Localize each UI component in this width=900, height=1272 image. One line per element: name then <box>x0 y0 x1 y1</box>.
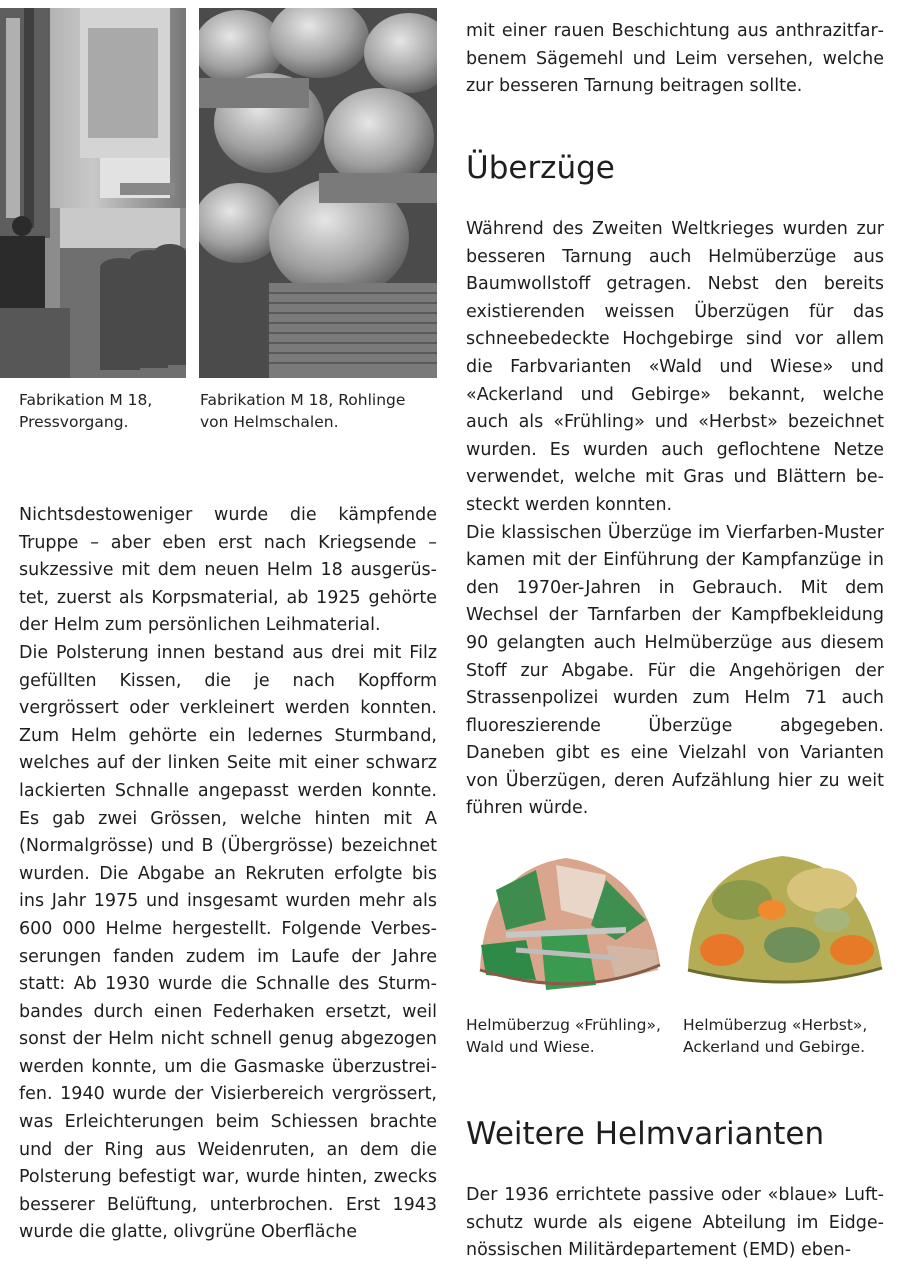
heading-ueberzuege: Überzüge <box>466 150 615 186</box>
left-paragraph-2: Die Polsterung innen bestand aus drei mit Filz gefüllten Kissen, die je nach Kopfform vergrössert oder verkleinert werden konnten. Zum Helm gehörte ein ledernes Sturmband, welches auf der linken Seite mit einer schwarz lackierten Schnalle angepasst werden konnte. Es gab zwei Grössen, welche hinten mit A (Normalgrösse) und B (Übergrösse) bezeichnet wurden. Die Abgabe an Rekruten erfolgte bis ins Jahr 1975 und insgesamt wurden mehr als 600 000 Helme hergestellt. Folgende Verbesserungen fanden zudem im Laufe der Jahre statt: Ab 1930 wurde die Schnalle des Sturmbandes durch einen Federhaken ersetzt, weil sonst der Helm nicht schnell genug abgezogen werden konnte, um die Gasmaske überzustreifen. 1940 wurde der Visierbereich vergrössert, was Erleichterungen beim Schiessen brachte und der Ring aus Weidenruten, an dem die Polsterung befestigt war, wurde hinten, zwecks besserer Belüftung, unterbrochen. Erst 1943 wurde die glatte, olivgrüne Oberfläche <box>19 642 437 1243</box>
left-paragraph-1: Nichtsdestoweniger wurde die kämpfende Truppe – aber eben erst nach Kriegsende – sukzessive mit dem neuen Helm 18 ausgerüstet, zuerst als Korpsmaterial, ab 1925 gehörte der Helm zum persönlichen Leihmaterial. <box>19 505 437 636</box>
photo-helmet-cover-spring <box>466 850 670 1002</box>
photo-helmet-blanks <box>199 8 437 378</box>
heading-weitere-helmvarianten: Weitere Helmvarianten <box>466 1116 825 1152</box>
caption-press: Fabrikation M 18, Pressvorgang. <box>19 391 153 431</box>
intro-paragraph: mit einer rauen Beschichtung aus anthrazitfarbenem Sägemehl und Leim versehen, welche zur besseren Tarnung beitragen sollte. <box>466 21 884 97</box>
section-helmvarianten-body <box>466 1182 884 1265</box>
ueberzuege-paragraph-1: Während des Zweiten Weltkrieges wurden zur besseren Tarnung auch Helmüberzüge aus Baumwollstoff getragen. Nebst den bereits existierenden weissen Überzügen für das schneebedeckte Hochgebirge sind vor allem die Farbvarianten «Wald und Wiese» und «Ackerland und Gebirge» bekannt, welche auch als «Frühling» und «Herbst» bezeichnet wurden. Es wurden auch geflochtene Netze verwendet, welche mit Gras und Blättern besteckt werden konnten. <box>466 219 884 515</box>
section-ueberzuege-body <box>466 216 884 823</box>
left-column <box>19 502 437 1247</box>
caption-autumn: Helmüberzug «Herbst», Ackerland und Gebirge. <box>683 1016 868 1056</box>
ueberzuege-paragraph-2: Die klassischen Überzüge im Vierfarben-Muster kamen mit der Einführung der Kampfanzüge in den 1970er-Jahren in Gebrauch. Mit dem Wechsel der Tarnfarben der Kampfbekleidung 90 gelangten auch Helmüberzüge aus diesem Stoff zur Abgabe. Für die Angehörigen der Strassenpolizei wurden zum Helm 71 auch fluoreszierende Überzüge abgegeben. Daneben gibt es eine Vielzahl von Varianten von Überzügen, deren Aufzählung hier zu weit führen würde. <box>466 522 884 819</box>
right-intro <box>466 18 884 101</box>
photo-helmet-cover-autumn <box>682 850 886 1002</box>
caption-spring: Helmüberzug «Frühling», Wald und Wiese. <box>466 1016 661 1056</box>
caption-blanks: Fabrikation M 18, Rohlinge von Helmschalen. <box>200 391 406 431</box>
helmvarianten-paragraph-1: Der 1936 errichtete passive oder «blaue» Luftschutz wurde als eigene Abteilung im Eidgenössischen Militärdepartement (EMD) eben- <box>466 1185 884 1261</box>
photo-factory-press <box>0 8 186 378</box>
